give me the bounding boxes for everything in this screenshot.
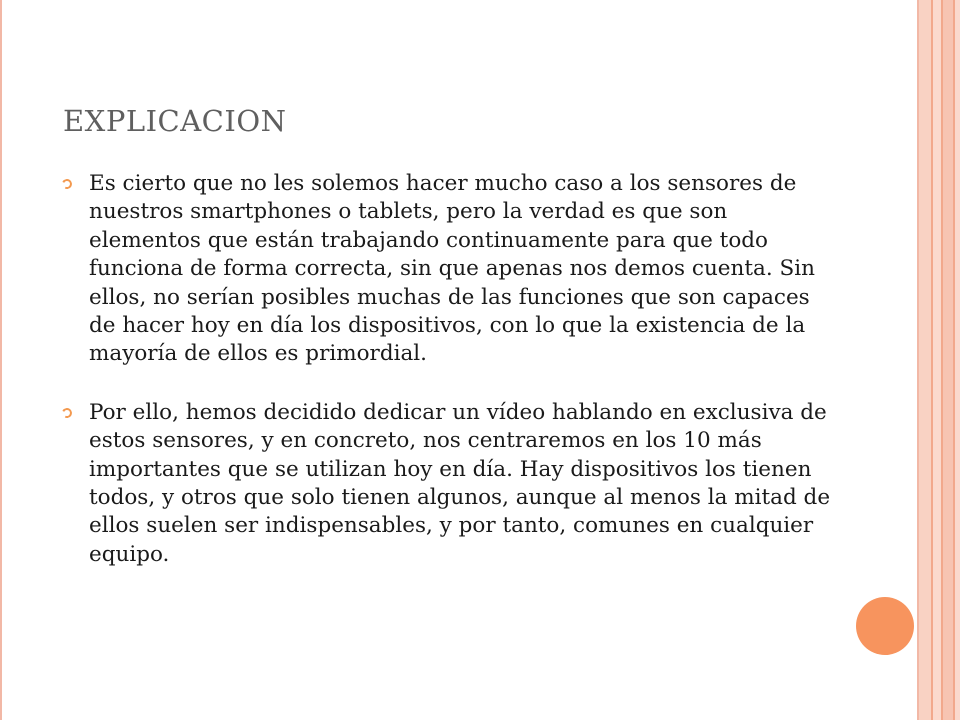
decorative-stripe (933, 0, 941, 720)
decorative-circle-icon (856, 597, 914, 655)
decorative-stripe (919, 0, 931, 720)
bullet-text: Por ello, hemos decidido dedicar un vídeo hablando en exclusiva de estos sensores, y en concreto, nos centraremos en los 10 más importantes que se utilizan hoy en día. Hay dispositivos los tienen todos, y otros que solo tienen algunos, aunque al menos la mitad de ellos suelen ser indispensables, y por tanto, comunes en cualquier equipo. (89, 399, 831, 567)
bullet-icon (61, 406, 74, 419)
bullet-item (62, 399, 832, 569)
bullet-list (62, 170, 832, 599)
slide-title: EXPLICACION (63, 104, 287, 138)
bullet-icon (61, 178, 74, 191)
decorative-stripe (943, 0, 953, 720)
bullet-text: Es cierto que no les solemos hacer mucho caso a los sensores de nuestros smartphones o tablets, pero la verdad es que son elementos que están trabajando continuamente para que todo funciona de forma correcta, sin que apenas nos demos cuenta. Sin ellos, no serían posibles muchas de las funciones que son capaces de hacer hoy en día los dispositivos, con lo que la existencia de la mayoría de ellos es primordial. (89, 171, 815, 367)
decorative-stripe (955, 0, 960, 720)
bullet-item (62, 170, 832, 369)
